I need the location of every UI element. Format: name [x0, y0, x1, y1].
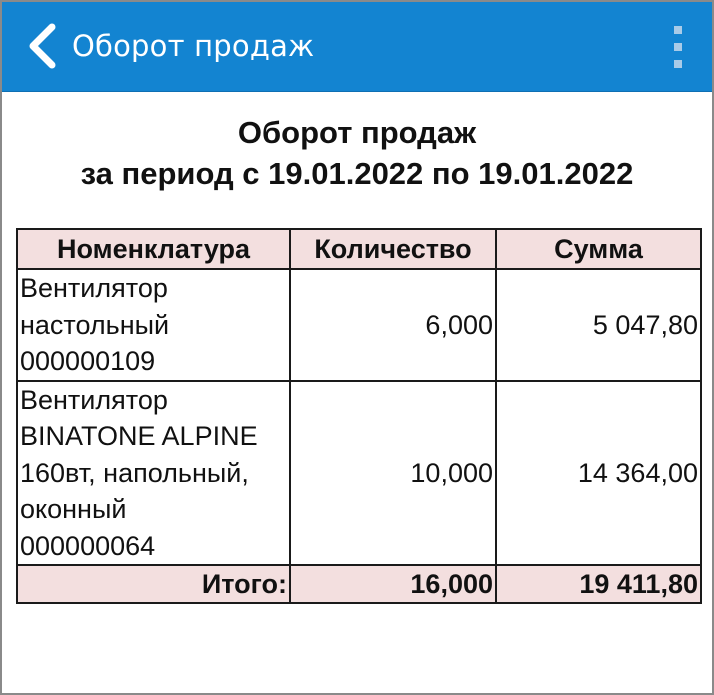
item-name-line: Вентилятор	[20, 384, 168, 415]
item-name-line: Вентилятор	[20, 273, 168, 303]
table-row	[17, 381, 701, 566]
item-name-line: настольный	[20, 309, 170, 340]
table-header-row	[17, 229, 701, 269]
report-period: за период с 19.01.2022 по 19.01.2022	[80, 156, 634, 191]
column-header-quantity: Количество	[290, 229, 496, 269]
item-name-cell	[17, 381, 290, 566]
more-vertical-icon	[674, 26, 682, 34]
item-name-cell	[17, 269, 290, 381]
item-name-line: 160вт, напольный,	[20, 457, 249, 488]
report-title-line1: Оборот продаж	[237, 115, 477, 150]
column-header-sum: Сумма	[496, 229, 701, 269]
sum-cell: 14 364,00	[496, 381, 701, 566]
item-name-line: оконный	[20, 494, 127, 524]
item-code: 000000109	[20, 346, 156, 376]
report-title	[2, 112, 712, 194]
back-button[interactable]	[18, 20, 66, 72]
sum-cell: 5 047,80	[496, 269, 701, 381]
overflow-menu-button[interactable]	[668, 26, 688, 68]
total-row	[17, 565, 701, 603]
item-name-line: BINATONE ALPINE	[20, 421, 258, 451]
sales-table	[16, 228, 702, 604]
table-row	[17, 269, 701, 381]
quantity-cell: 6,000	[290, 269, 496, 381]
item-code: 000000064	[20, 530, 156, 561]
column-header-item: Номенклатура	[17, 229, 290, 269]
total-label: Итого:	[17, 565, 290, 603]
quantity-cell: 10,000	[290, 381, 496, 566]
app-bar	[2, 2, 712, 92]
total-quantity: 16,000	[290, 565, 496, 603]
app-bar-title: Оборот продаж	[72, 29, 315, 63]
total-sum: 19 411,80	[496, 565, 701, 603]
chevron-left-icon	[25, 22, 59, 70]
